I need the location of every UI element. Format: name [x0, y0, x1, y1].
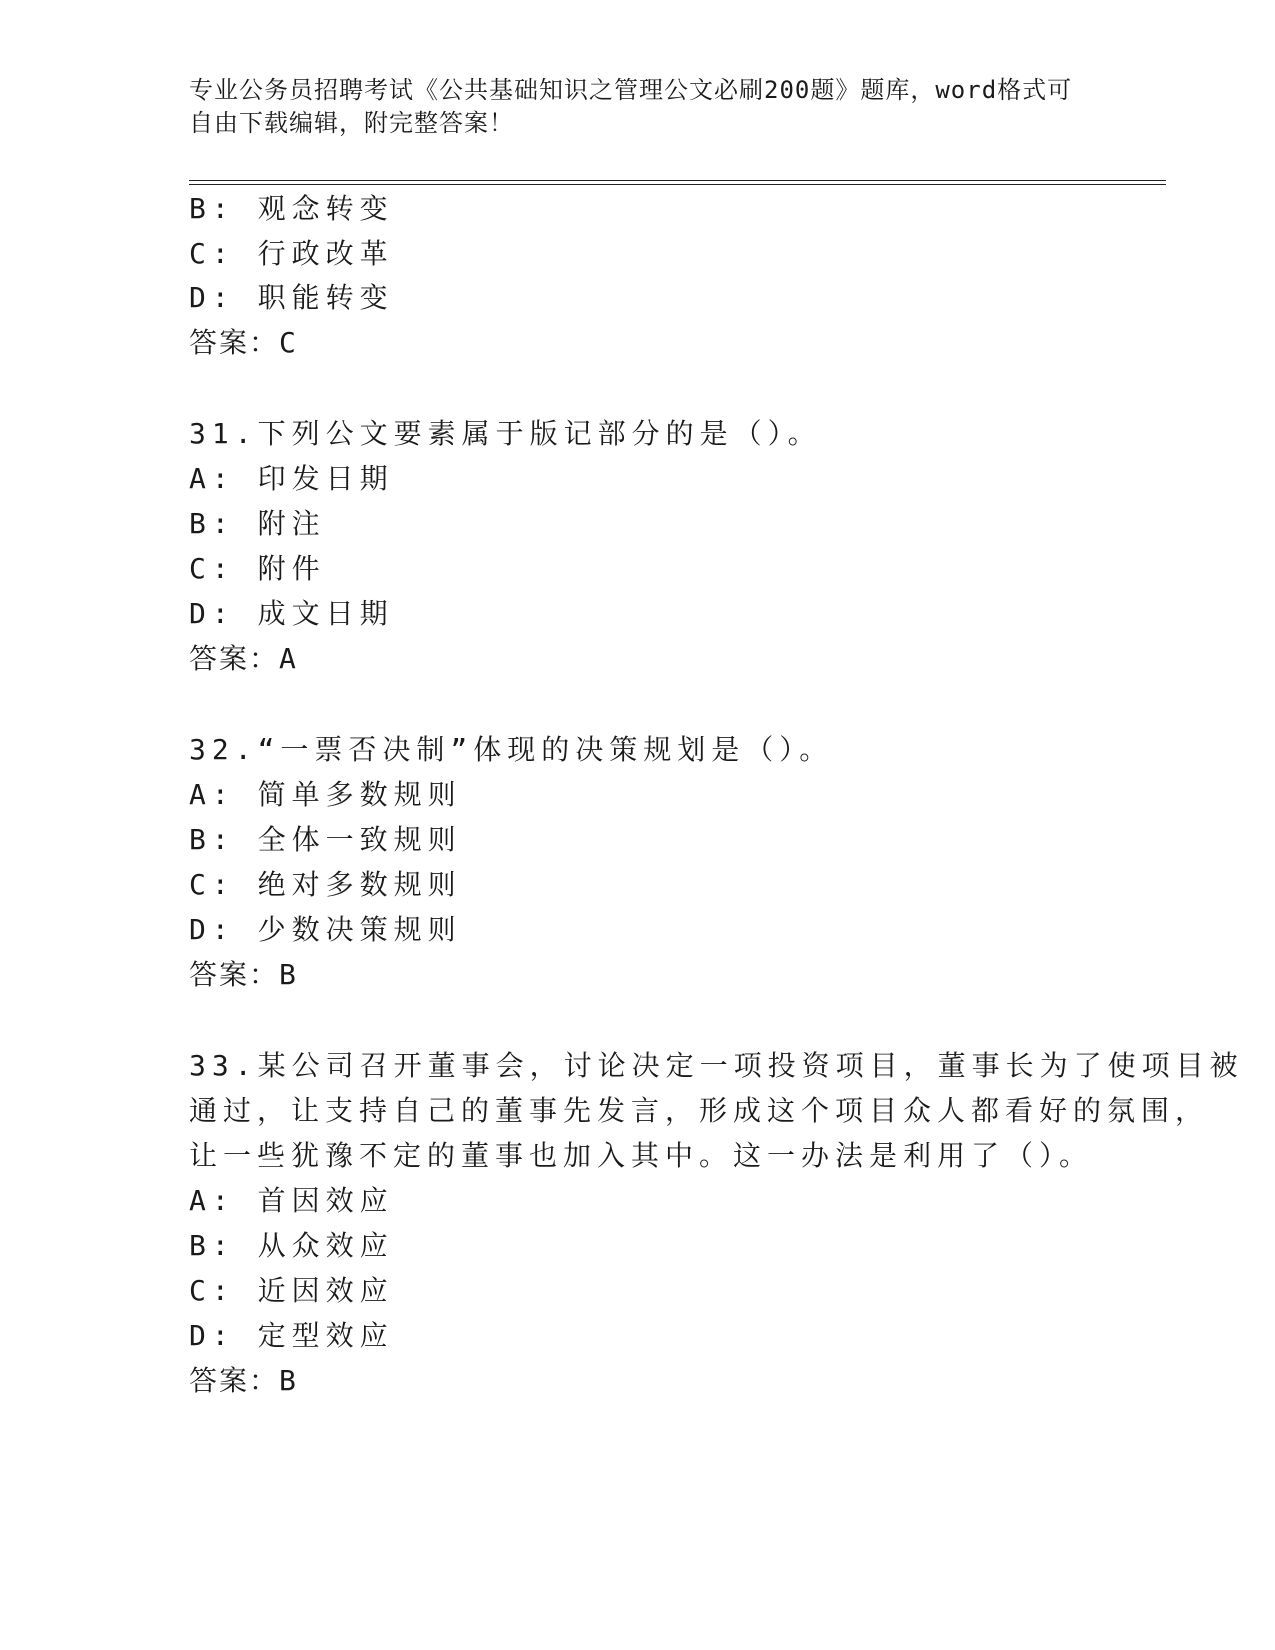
q32-option-d: D: 少数决策规则 [189, 913, 462, 946]
q32-stem: 32.“一票否决制”体现的决策规划是（）。 [189, 733, 834, 766]
header-divider-bottom [189, 184, 1166, 185]
q32-answer: 答案：B [189, 958, 298, 991]
q33-option-c: C: 近因效应 [189, 1274, 394, 1307]
prev-option-d: D: 职能转变 [189, 281, 394, 314]
q31-option-a: A: 印发日期 [189, 462, 394, 495]
q33-answer: 答案：B [189, 1364, 298, 1397]
q33-stem-line-3: 让一些犹豫不定的董事也加入其中。这一办法是利用了（）。 [189, 1139, 1094, 1172]
q33-stem-line-1: 33.某公司召开董事会，讨论决定一项投资项目，董事长为了使项目被 [189, 1049, 1244, 1082]
header-divider-top [189, 180, 1166, 181]
q33-option-d: D: 定型效应 [189, 1319, 394, 1352]
q31-stem: 31.下列公文要素属于版记部分的是（）。 [189, 417, 822, 450]
q31-option-b: B: 附注 [189, 507, 326, 540]
prev-option-b: B: 观念转变 [189, 192, 394, 225]
q33-option-b: B: 从众效应 [189, 1229, 394, 1262]
header-line-1: 专业公务员招聘考试《公共基础知识之管理公文必刷200题》题库，word格式可 [189, 76, 1073, 104]
header-line-2: 自由下载编辑，附完整答案！ [189, 109, 514, 137]
document-header [189, 74, 1079, 140]
q33-stem-line-2: 通过，让支持自己的董事先发言，形成这个项目众人都看好的氛围， [189, 1094, 1210, 1127]
prev-answer: 答案：C [189, 326, 298, 359]
q31-answer: 答案：A [189, 642, 298, 675]
q33-option-a: A: 首因效应 [189, 1184, 394, 1217]
q32-option-b: B: 全体一致规则 [189, 823, 462, 856]
q31-option-c: C: 附件 [189, 552, 326, 585]
prev-option-c: C: 行政改革 [189, 237, 394, 270]
q32-option-a: A: 简单多数规则 [189, 778, 462, 811]
q31-option-d: D: 成文日期 [189, 597, 394, 630]
q32-option-c: C: 绝对多数规则 [189, 868, 462, 901]
